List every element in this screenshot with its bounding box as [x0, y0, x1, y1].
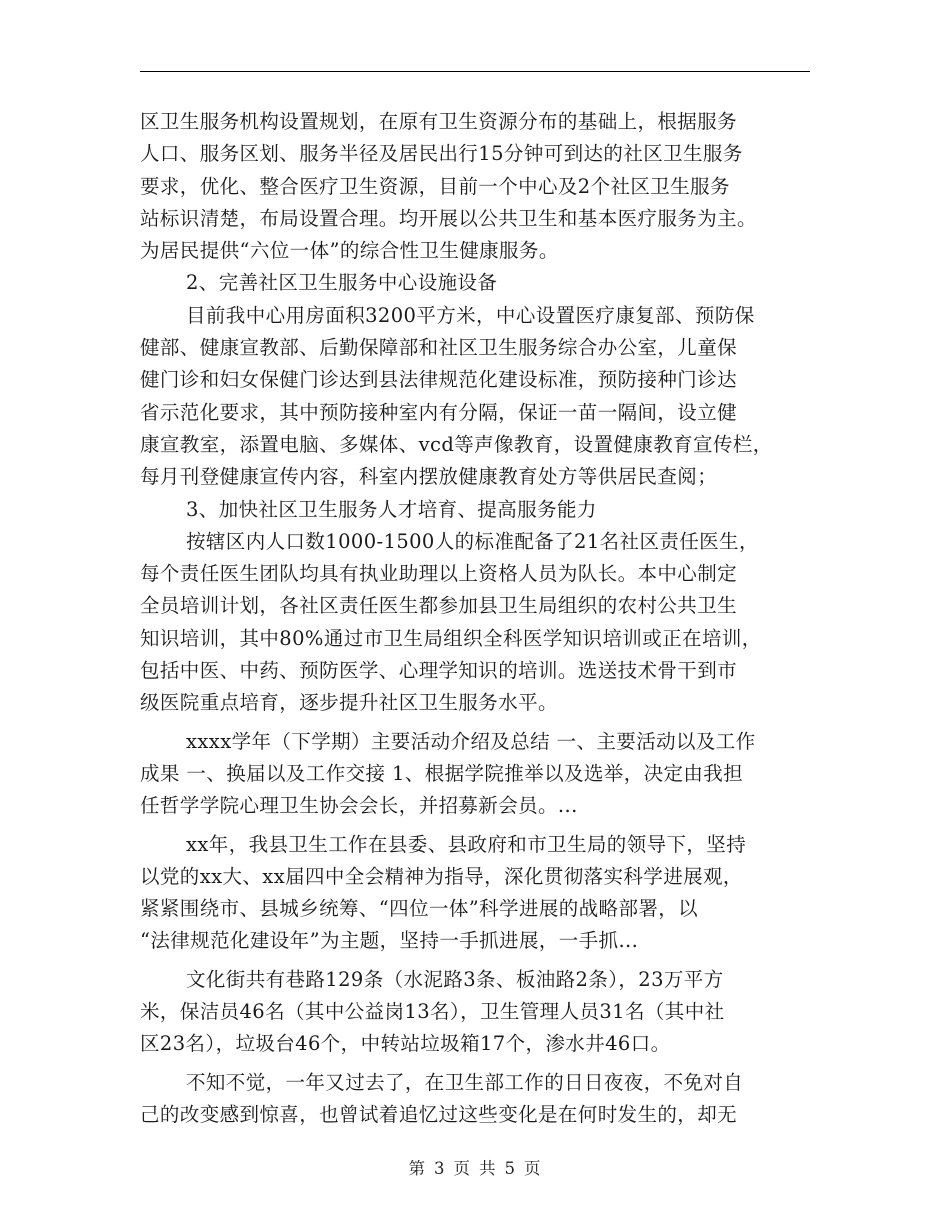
- footer-total-prefix: 共: [479, 1159, 497, 1178]
- text-line: xx年，我县卫生工作在县委、县政府和市卫生局的领导下，坚持: [186, 832, 747, 856]
- footer-current-page: 3: [434, 1159, 446, 1178]
- text-line: 文化街共有巷路129条（水泥路3条、板油路2条），23万平方: [186, 967, 724, 991]
- text-line: 己的改变感到惊喜，也曾试着追忆过这些变化是在何时发生的，却无: [140, 1102, 738, 1126]
- text-line: 目前我中心用房面积3200平方米，中心设置医疗康复部、预防保: [186, 303, 755, 327]
- text-line: 米，保洁员46名（其中公益岗13名），卫生管理人员31名（其中社: [140, 1000, 725, 1024]
- text-line: xxxx学年（下学期）主要活动介绍及总结 一、主要活动以及工作: [186, 729, 756, 753]
- text-line: 为居民提供“六位一体”的综合性卫生健康服务。: [140, 239, 559, 263]
- text-line: 区23名），垃圾台46个，中转站垃圾箱17个，渗水井46口。: [140, 1032, 671, 1056]
- footer-prefix: 第: [408, 1159, 426, 1178]
- footer-total-pages: 5: [504, 1159, 516, 1178]
- text-line: 每月刊登健康宣传内容，科室内摆放健康教育处方等供居民查阅；: [140, 465, 718, 489]
- text-line: 每个责任医生团队均具有执业助理以上资格人员为队长。本中心制定: [140, 562, 738, 586]
- page-footer: [0, 1155, 950, 1179]
- text-line: 级医院重点培育，逐步提升社区卫生服务水平。: [140, 691, 558, 715]
- text-line: 健门诊和妇女保健门诊达到县法律规范化建设标准，预防接种门诊达: [140, 368, 738, 392]
- document-body: [140, 106, 830, 1131]
- text-line: 省示范化要求，其中预防接种室内有分隔，保证一苗一隔间，设立健: [140, 400, 738, 424]
- text-line: 不知不觉，一年又过去了，在卫生部工作的日日夜夜，不免对自: [186, 1070, 744, 1094]
- text-line: 包括中医、中药、预防医学、心理学知识的培训。选送技术骨干到市: [140, 659, 738, 683]
- text-line: 任哲学学院心理卫生协会会长，并招募新会员。...: [140, 794, 578, 818]
- text-line: “法律规范化建设年”为主题，坚持一手抓进展，一手抓...: [140, 929, 639, 953]
- text-line: 2、完善社区卫生服务中心设施设备: [186, 271, 498, 295]
- text-line: 全员培训计划，各社区责任医生都参加县卫生局组织的农村公共卫生: [140, 594, 738, 618]
- text-line: 区卫生服务机构设置规划，在原有卫生资源分布的基础上，根据服务: [140, 110, 738, 133]
- text-line: 要求，优化、整合医疗卫生资源，目前一个中心及2个社区卫生服务: [140, 174, 730, 198]
- text-line: 康宣教室，添置电脑、多媒体、vcd等声像教育，设置健康教育宣传栏，: [140, 432, 773, 456]
- text-line: 人口、服务区划、服务半径及居民出行15分钟可到达的社区卫生服务: [140, 142, 743, 166]
- text-line: 紧紧围绕市、县城乡统筹、“四位一体”科学进展的战略部署，以: [140, 897, 699, 921]
- text-line: 健部、健康宣教部、后勤保障部和社区卫生服务综合办公室，儿童保: [140, 336, 738, 360]
- text-line: 以党的xx大、xx届四中全会精神为指导，深化贯彻落实科学进展观，: [140, 864, 743, 888]
- text-line: 知识培训，其中80%通过市卫生局组织全科医学知识培训或正在培训，: [140, 626, 762, 650]
- text-line: 站标识清楚，布局设置合理。均开展以公共卫生和基本医疗服务为主。: [140, 206, 757, 230]
- footer-page-word: 页: [453, 1159, 471, 1178]
- text-line: 按辖区内人口数1000-1500人的标准配备了21名社区责任医生，: [186, 529, 759, 553]
- text-line: 成果 一、换届以及工作交接 1、根据学院推举以及选举，决定由我担: [140, 761, 744, 785]
- header-rule: [140, 71, 810, 72]
- footer-suffix: 页: [524, 1159, 542, 1178]
- text-line: 3、加快社区卫生服务人才培育、提高服务能力: [186, 497, 597, 521]
